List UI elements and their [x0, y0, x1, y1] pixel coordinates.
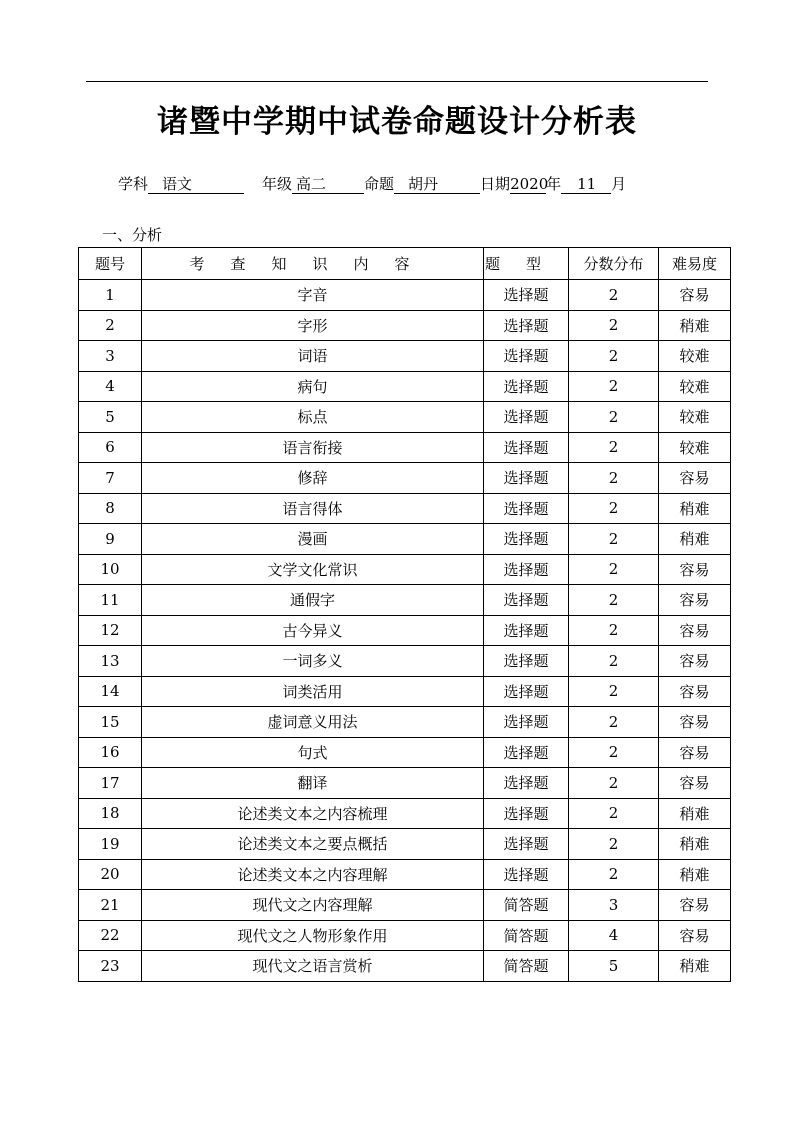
- cell-number: 11: [79, 585, 142, 616]
- cell-number: 10: [79, 554, 142, 585]
- cell-number: 16: [79, 737, 142, 768]
- cell-content: 字音: [142, 280, 484, 311]
- cell-difficulty: 稍难: [659, 951, 731, 982]
- cell-score: 2: [569, 768, 659, 799]
- table-row: [79, 951, 731, 982]
- cell-content: 句式: [142, 737, 484, 768]
- cell-score: 2: [569, 341, 659, 372]
- cell-score: 2: [569, 859, 659, 890]
- cell-number: 18: [79, 798, 142, 829]
- table-row: [79, 859, 731, 890]
- cell-difficulty: 容易: [659, 737, 731, 768]
- cell-difficulty: 容易: [659, 585, 731, 616]
- table-row: [79, 524, 731, 555]
- table-row: [79, 310, 731, 341]
- date-month-suffix: 月: [611, 175, 627, 193]
- table-row: [79, 463, 731, 494]
- cell-type: 选择题: [484, 676, 569, 707]
- table-header-row: [79, 248, 731, 280]
- cell-number: 3: [79, 341, 142, 372]
- header-rule: [86, 81, 708, 82]
- table-row: [79, 432, 731, 463]
- cell-number: 9: [79, 524, 142, 555]
- cell-difficulty: 容易: [659, 280, 731, 311]
- cell-content: 古今异义: [142, 615, 484, 646]
- table-row: [79, 493, 731, 524]
- cell-type: 选择题: [484, 829, 569, 860]
- subject-value: 语文: [148, 175, 244, 194]
- cell-score: 2: [569, 402, 659, 433]
- date-label: 日期: [480, 175, 511, 193]
- cell-difficulty: 容易: [659, 676, 731, 707]
- cell-content: 现代文之人物形象作用: [142, 920, 484, 951]
- cell-type: 简答题: [484, 920, 569, 951]
- cell-number: 21: [79, 890, 142, 921]
- cell-score: 2: [569, 280, 659, 311]
- cell-content: 论述类文本之内容梳理: [142, 798, 484, 829]
- cell-content: 虚词意义用法: [142, 707, 484, 738]
- table-row: [79, 341, 731, 372]
- cell-type: 选择题: [484, 737, 569, 768]
- cell-difficulty: 稍难: [659, 829, 731, 860]
- cell-number: 14: [79, 676, 142, 707]
- cell-type: 选择题: [484, 554, 569, 585]
- cell-content: 词语: [142, 341, 484, 372]
- table-row: [79, 829, 731, 860]
- cell-difficulty: 容易: [659, 463, 731, 494]
- cell-difficulty: 容易: [659, 554, 731, 585]
- date-month: 11: [561, 175, 611, 194]
- cell-difficulty: 稍难: [659, 493, 731, 524]
- table-row: [79, 402, 731, 433]
- date-year-suffix: 年: [546, 175, 562, 193]
- cell-score: 5: [569, 951, 659, 982]
- cell-number: 1: [79, 280, 142, 311]
- cell-score: 2: [569, 615, 659, 646]
- subject-label: 学科: [118, 175, 149, 193]
- cell-difficulty: 稍难: [659, 859, 731, 890]
- cell-score: 2: [569, 798, 659, 829]
- cell-content: 语言得体: [142, 493, 484, 524]
- cell-difficulty: 容易: [659, 768, 731, 799]
- cell-score: 4: [569, 920, 659, 951]
- grade-value: 高二: [292, 175, 364, 194]
- cell-difficulty: 较难: [659, 402, 731, 433]
- cell-score: 2: [569, 310, 659, 341]
- cell-score: 2: [569, 585, 659, 616]
- cell-content: 修辞: [142, 463, 484, 494]
- cell-score: 2: [569, 524, 659, 555]
- cell-number: 4: [79, 371, 142, 402]
- cell-type: 选择题: [484, 646, 569, 677]
- table-row: [79, 768, 731, 799]
- cell-score: 2: [569, 646, 659, 677]
- cell-type: 简答题: [484, 951, 569, 982]
- cell-difficulty: 容易: [659, 707, 731, 738]
- date-year: 2020: [510, 175, 549, 193]
- cell-content: 一词多义: [142, 646, 484, 677]
- col-header-difficulty: 难易度: [659, 248, 731, 280]
- cell-content: 论述类文本之内容理解: [142, 859, 484, 890]
- cell-difficulty: 稍难: [659, 798, 731, 829]
- table-body: [79, 280, 731, 982]
- cell-content: 标点: [142, 402, 484, 433]
- col-header-score: 分数分布: [569, 248, 659, 280]
- cell-difficulty: 容易: [659, 646, 731, 677]
- cell-content: 翻译: [142, 768, 484, 799]
- cell-type: 选择题: [484, 371, 569, 402]
- author-label: 命题: [364, 175, 395, 193]
- cell-difficulty: 较难: [659, 341, 731, 372]
- cell-type: 选择题: [484, 585, 569, 616]
- table-row: [79, 737, 731, 768]
- table-row: [79, 707, 731, 738]
- cell-score: 2: [569, 676, 659, 707]
- author-value: 胡丹: [394, 175, 480, 194]
- cell-score: 2: [569, 463, 659, 494]
- cell-content: 通假字: [142, 585, 484, 616]
- meta-line: [118, 172, 626, 196]
- cell-type: 选择题: [484, 524, 569, 555]
- cell-type: 选择题: [484, 310, 569, 341]
- cell-number: 22: [79, 920, 142, 951]
- cell-score: 3: [569, 890, 659, 921]
- cell-score: 2: [569, 737, 659, 768]
- cell-type: 选择题: [484, 341, 569, 372]
- col-header-content: 考查知识内容: [142, 248, 484, 280]
- cell-difficulty: 容易: [659, 890, 731, 921]
- cell-number: 15: [79, 707, 142, 738]
- cell-score: 2: [569, 829, 659, 860]
- analysis-table: [78, 247, 731, 982]
- cell-type: 选择题: [484, 707, 569, 738]
- cell-difficulty: 较难: [659, 432, 731, 463]
- cell-content: 漫画: [142, 524, 484, 555]
- cell-type: 选择题: [484, 493, 569, 524]
- table-row: [79, 280, 731, 311]
- cell-type: 简答题: [484, 890, 569, 921]
- cell-content: 论述类文本之要点概括: [142, 829, 484, 860]
- table-row: [79, 676, 731, 707]
- cell-number: 6: [79, 432, 142, 463]
- cell-content: 文学文化常识: [142, 554, 484, 585]
- cell-number: 2: [79, 310, 142, 341]
- cell-type: 选择题: [484, 402, 569, 433]
- cell-content: 现代文之内容理解: [142, 890, 484, 921]
- cell-difficulty: 较难: [659, 371, 731, 402]
- section-heading: 一、分析: [102, 226, 163, 244]
- col-header-type: 题型: [484, 248, 569, 280]
- cell-type: 选择题: [484, 768, 569, 799]
- cell-type: 选择题: [484, 798, 569, 829]
- cell-difficulty: 稍难: [659, 310, 731, 341]
- table-row: [79, 554, 731, 585]
- table-row: [79, 646, 731, 677]
- grade-label: 年级: [262, 175, 293, 193]
- table-row: [79, 798, 731, 829]
- cell-type: 选择题: [484, 432, 569, 463]
- cell-number: 5: [79, 402, 142, 433]
- cell-difficulty: 容易: [659, 920, 731, 951]
- cell-score: 2: [569, 432, 659, 463]
- cell-difficulty: 稍难: [659, 524, 731, 555]
- table-row: [79, 371, 731, 402]
- cell-number: 7: [79, 463, 142, 494]
- cell-number: 23: [79, 951, 142, 982]
- cell-type: 选择题: [484, 615, 569, 646]
- table-row: [79, 890, 731, 921]
- cell-content: 病句: [142, 371, 484, 402]
- page-title: 诸暨中学期中试卷命题设计分析表: [157, 104, 637, 140]
- table-row: [79, 585, 731, 616]
- cell-difficulty: 容易: [659, 615, 731, 646]
- cell-type: 选择题: [484, 280, 569, 311]
- col-header-number: 题号: [79, 248, 142, 280]
- cell-score: 2: [569, 493, 659, 524]
- cell-score: 2: [569, 554, 659, 585]
- cell-number: 8: [79, 493, 142, 524]
- cell-number: 12: [79, 615, 142, 646]
- cell-content: 现代文之语言赏析: [142, 951, 484, 982]
- cell-type: 选择题: [484, 859, 569, 890]
- table-row: [79, 615, 731, 646]
- cell-number: 20: [79, 859, 142, 890]
- cell-content: 词类活用: [142, 676, 484, 707]
- cell-score: 2: [569, 707, 659, 738]
- cell-number: 13: [79, 646, 142, 677]
- cell-type: 选择题: [484, 463, 569, 494]
- cell-number: 17: [79, 768, 142, 799]
- cell-content: 语言衔接: [142, 432, 484, 463]
- cell-content: 字形: [142, 310, 484, 341]
- table-row: [79, 920, 731, 951]
- cell-score: 2: [569, 371, 659, 402]
- cell-number: 19: [79, 829, 142, 860]
